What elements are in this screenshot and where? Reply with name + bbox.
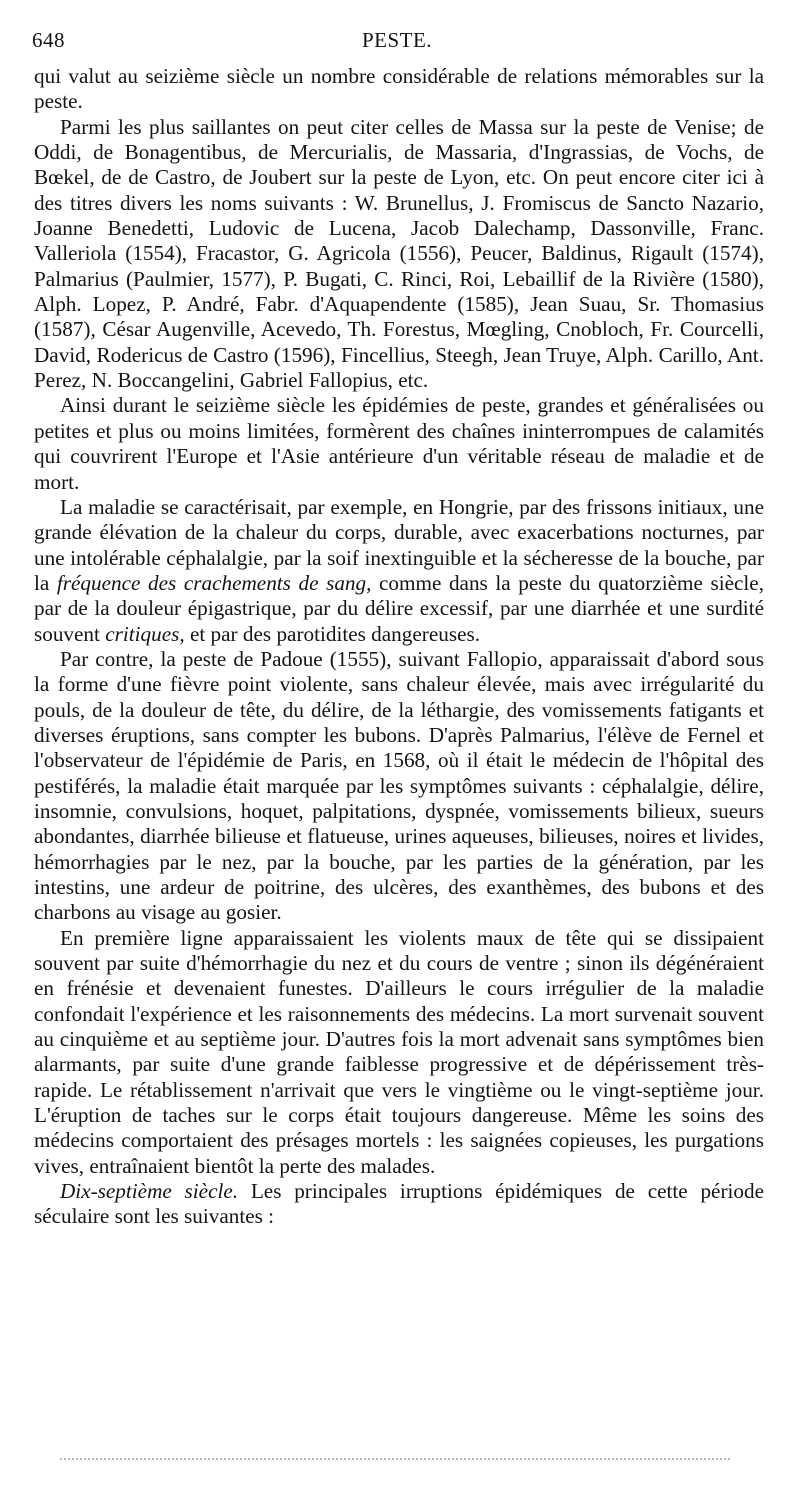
body-text	[34, 64, 764, 1230]
text-run: La maladie se caractérisait, par exemple, en Hongrie, par des frissons initiaux, une grande élévation de la chaleur du corps, durable, avec exacerbations nocturnes, par une intolérable céphalalgie, par la soif inextinguible et la sécheresse de la bouche, par la	[34, 494, 764, 595]
paragraph-continuation: qui valut au seizième siècle un nombre considérable de relations mémorables sur la peste.	[34, 64, 764, 114]
paragraph-sixteenth-century: Ainsi durant le seizième siècle les épidémies de peste, grandes et généralisées ou petites et plus ou moins limitées, formèrent des chaînes ininterrompues de calamités qui couvrirent l'Europe et l'Asie antérieure d'un véritable réseau de maladie et de mort.	[34, 393, 764, 494]
page-number: 648	[32, 28, 65, 52]
text-run: comme dans la peste du quatorzième siècle, par de la douleur épigastrique, par du délire excessif, par une diarrhée et une surdité souvent	[34, 570, 764, 646]
running-title: PESTE.	[361, 28, 433, 52]
section-heading: Dix-septième siècle.	[60, 1179, 239, 1204]
paragraph-authors: Parmi les plus saillantes on peut citer celles de Massa sur la peste de Venise; de Oddi, de Bonagentibus, de Mercurialis, de Massaria, d'Ingrassias, de Vochs, de Bœkel, de de Castro, de Joubert sur la peste de Lyon, etc. On peut encore citer ici à des titres divers les noms suivants : W. Brunellus, J. Fromiscus de Sancto Nazario, Joanne Benedetti, Ludovic de Lucena, Jacob Dalechamp, Dassonville, Franc. Valleriola (1554), Fracastor, G. Agricola (1556), Peucer, Baldinus, Rigault (1574), Palmarius (Paulmier, 1577), P. Bugati, C. Rinci, Roi, Lebaillif de la Rivière (1580), Alph. Lopez, P. André, Fabr. d'Aquapendente (1585), Jean Suau, Sr. Thomasius (1587), César Augenville, Acevedo, Th. Forestus, Mœgling, Cnobloch, Fr. Courcelli, David, Rodericus de Castro (1596), Fincellius, Steegh, Jean Truye, Alph. Carillo, Ant. Perez, N. Boccangelini, Gabriel Fallopius, etc.	[34, 114, 764, 393]
text-run: et par des parotidites dangereuses.	[184, 621, 481, 646]
italic-word: critiques,	[105, 621, 185, 646]
text-run: Les principales irruptions épidémiques de cette période séculaire sont les suivantes :	[34, 1179, 764, 1229]
paragraph-headaches: En première ligne apparaissaient les violents maux de tête qui se dissipaient souvent par suite d'hémorrhagie du nez et du cours de ventre ; sinon ils dégénéraient en frénésie et devenaient funestes. D'ailleurs le cours irrégulier de la maladie confondait l'expérience et les raisonnements des médecins. La mort survenait souvent au cinquième et au septième jour. D'autres fois la mort advenait sans symptômes bien alarmants, par suite d'une grande faiblesse progressive et de dépérissement très-rapide. Le rétablissement n'arrivait que vers le vingtième ou le vingt-septième jour. L'éruption de taches sur le corps était toujours dangereuse. Même les soins des médecins comportaient des présages mortels : les saignées copieuses, les purgations vives, entraînaient bientôt la perte des malades.	[34, 925, 764, 1178]
italic-phrase: fréquence des crachements de sang,	[56, 570, 372, 595]
footer-dotted-rule	[60, 1458, 730, 1460]
paragraph-hungary-symptoms	[34, 495, 764, 647]
page-header	[32, 28, 762, 58]
paragraph-seventeenth-century	[34, 1179, 764, 1230]
paragraph-padua-plague: Par contre, la peste de Padoue (1555), suivant Fallopio, apparaissait d'abord sous la forme d'une fièvre point violente, sans chaleur élevée, mais avec irrégularité du pouls, de la douleur de tête, du délire, de la léthargie, des vomissements fatigants et diverses éruptions, sans compter les bubons. D'après Palmarius, l'élève de Fernel et l'observateur de l'épidémie de Paris, en 1568, où il était le médecin de l'hôpital des pestiférés, la maladie était marquée par les symptômes suivants : céphalalgie, délire, insomnie, convulsions, hoquet, palpitations, dyspnée, vomissements bilieux, sueurs abondantes, diarrhée bilieuse et flatueuse, urines aqueuses, bilieuses, noires et livides, hémorrhagies par le nez, par la bouche, par les parties de la génération, par les intestins, une ardeur de poitrine, des ulcères, des exanthèmes, des bubons et des charbons au visage au gosier.	[34, 646, 764, 925]
